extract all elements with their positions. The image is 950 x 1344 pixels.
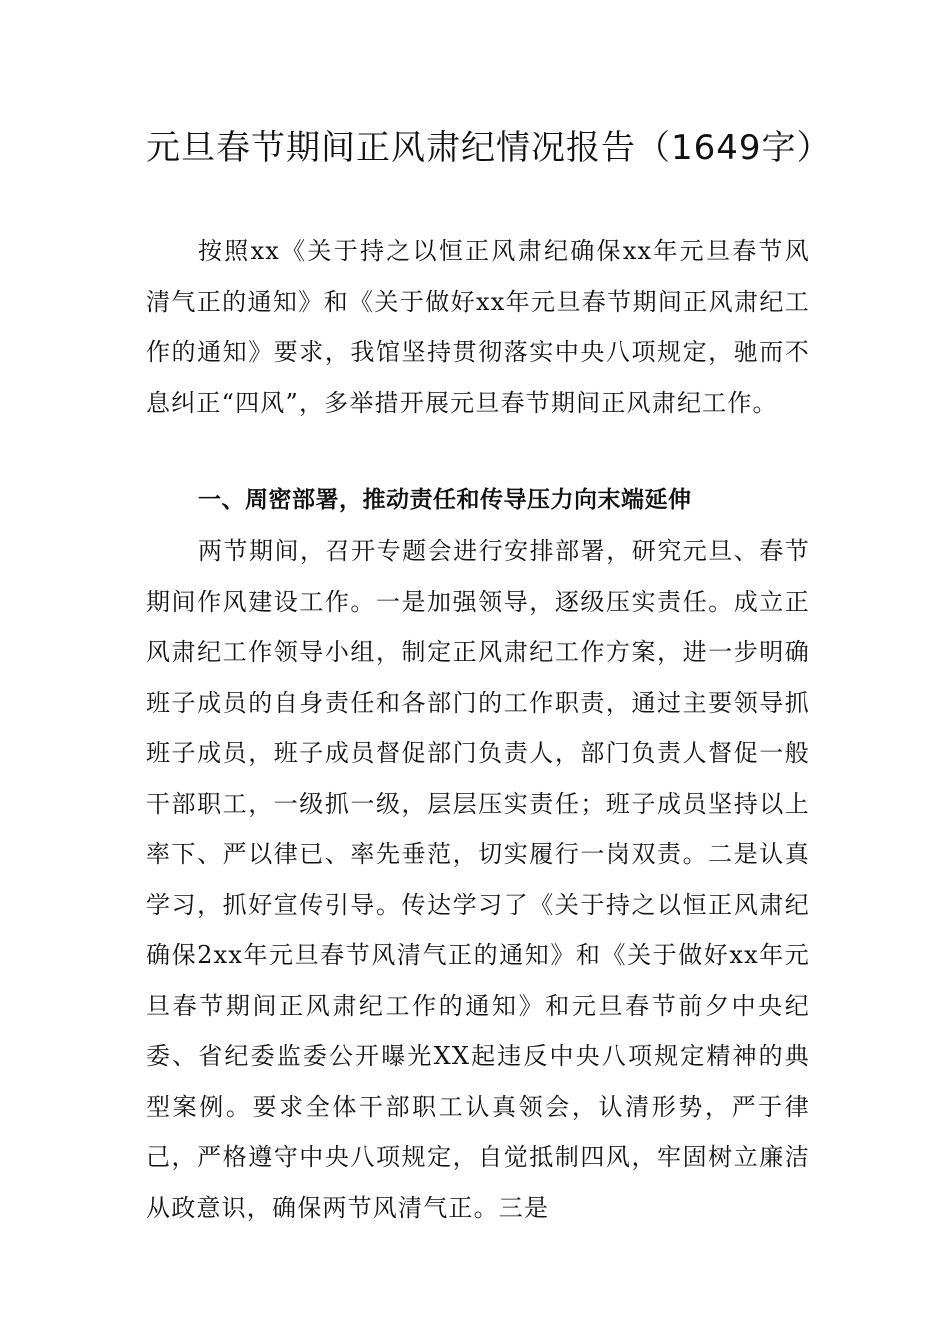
body-paragraph: 两节期间，召开专题会进行安排部署，研究元旦、春节期间作风建设工作。一是加强领导，逐级压实责任。成立正风肃纪工作领导小组，制定正风肃纪工作方案，进一步明确班子成员的自身责任和各部门的工作职责，通过主要领导抓班子成员，班子成员督促部门负责人，部门负责人督促一般干部职工，一级抓一级，层层压实责任；班子成员坚持以上率下、严以律已、率先垂范，切实履行一岗双责。二是认真学习，抓好宣传引导。传达学习了《关于持之以恒正风肃纪确保2xx年元旦春节风清气正的通知》和《关于做好xx年元旦春节期间正风肃纪工作的通知》和元旦春节前夕中央纪委、省纪委监委公开曝光XX起违反中央八项规定精神的典型案例。要求全体干部职工认真领会，认清形势，严于律己，严格遵守中央八项规定，自觉抵制四风，牢固树立廉洁从政意识，确保两节风清气正。三是 bbox=[146, 537, 810, 1222]
document-title: 元旦春节期间正风肃纪情况报告（1649字） bbox=[146, 128, 832, 168]
section-heading: 一、周密部署，推动责任和传导压力向末端延伸 bbox=[198, 487, 692, 513]
intro-paragraph: 按照xx《关于持之以恒正风肃纪确保xx年元旦春节风清气正的通知》和《关于做好xx年元旦春节期间正风肃纪工作的通知》要求，我馆坚持贯彻落实中央八项规定，驰而不息纠正“四风”，多举措开展元旦春节期间正风肃纪工作。 bbox=[146, 237, 810, 417]
